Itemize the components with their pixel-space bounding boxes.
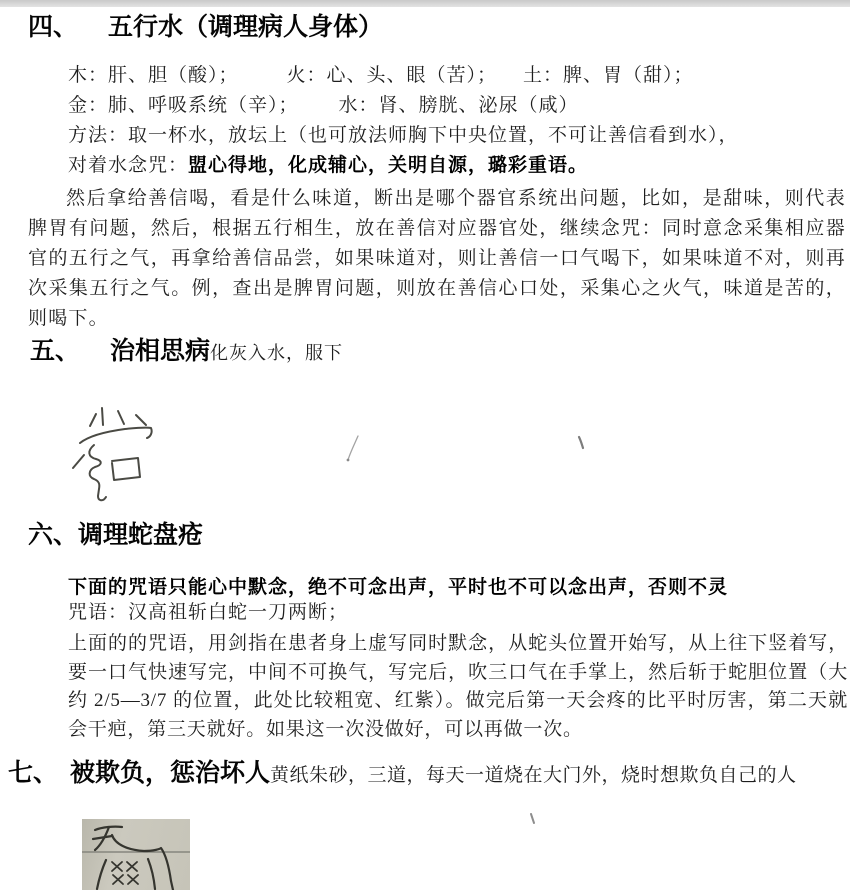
cross-2 [127,862,137,871]
section-6-warning: 下面的咒语只能心中默念，绝不可念出声，平时也不可以念出声，否则不灵 [68,577,729,598]
section-4-title: 五行水（调理病人身体） [108,14,384,41]
section-4-number: 四、 [28,14,79,41]
section-5-heading [30,337,343,368]
method-line: 方法：取一杯水，放坛上（也可放法师胸下中央位置，不可让善信看到水）， [68,125,739,146]
stroke-right-paren [148,859,155,889]
stroke-left-paren [97,860,106,889]
stroke-second-horizontal [93,836,112,839]
element-wood: 木：肝、胆（酸）； [68,65,239,86]
stroke-left-body [89,445,106,500]
talisman-photo-punish-bully [82,819,190,890]
talisman-strokes [68,393,163,518]
section-7-instructions: 黄纸朱砂，三道，每天一道烧在大门外，烧时想欺负自己的人 [270,765,797,786]
ink-speck-artifact-2 [526,812,540,828]
section-7-title: 被欺负，惩治坏人 [70,760,271,787]
cross-4 [128,875,138,884]
pen-mark-artifact [340,430,370,466]
stroke-tick-left [90,414,96,426]
stroke-left-falling [73,455,84,468]
cross-1 [112,862,122,871]
cross-3 [113,875,123,884]
section-7-number: 七、 [8,760,59,787]
section-5-number: 五、 [30,338,81,365]
section-4-paragraph: 然后拿给善信喝，看是什么味道，断出是哪个器官系统出问题，比如，是甜味，则代表脾胃有问题，然后，根据五行相生，放在善信对应器官处，继续念咒：同时意念采集相应器官的五行之气，再拿给善信品尝，如果味道对，则让善信一口气喝下，如果味道不对，则再次采集五行之气。例，查出是脾胃问题，则放在善信心口处，采集心之火气，味道是苦的，则喝下。 [28,188,846,329]
stroke-tick-mid [102,408,103,425]
scan-edge-strip [0,0,850,7]
chant-line [68,154,588,178]
stroke-roof [80,428,152,443]
section-6-chant: 咒语：汉高祖斩白蛇一刀两断； [68,602,349,623]
section-7-heading [8,759,797,791]
stroke-tick-far-right [136,415,146,425]
section-5-title: 治相思病 [110,338,211,365]
element-fire: 火：心、头、眼（苦）； [286,65,498,86]
chant-text-bold: 盟心得地，化成辅心，关明自源，璐彩重语。 [188,155,589,176]
stroke-square [112,458,140,480]
section-5-instructions: 化灰入水，服下 [210,343,344,363]
stroke-tick-right [118,411,124,424]
talisman-photo-strokes [82,819,190,890]
elements-line-1 [68,64,694,88]
chant-label: 对着水念咒： [68,155,189,176]
ink-speck-artifact [574,433,590,453]
section-6-paragraph: 上面的的咒语，用剑指在患者身上虚写同时默念，从蛇头位置开始写，从上往下竖着写，要一口气快速写完，中间不可换气，写完后，吹三口气在手掌上，然后斩于蛇胆位置（大约 2/5—3/7 的位置，此处比较粗宽、红紫）。做完后第一天会疼的比平时厉害，第二天就会干疤，第三天就好。如果这一次没做好，可以再做一次。 [68,633,848,740]
elements-line-2 [68,94,579,118]
section-6-heading: 六、调理蛇盘疮 [28,522,204,549]
section-4-heading [28,13,383,43]
talisman-drawing-love-sickness [68,393,163,518]
element-earth: 土：脾、胃（甜）； [523,65,694,86]
element-metal: 金：肺、呼吸系统（辛）； [68,95,299,116]
element-water: 水：肾、膀胱、泌尿（咸） [338,95,579,116]
